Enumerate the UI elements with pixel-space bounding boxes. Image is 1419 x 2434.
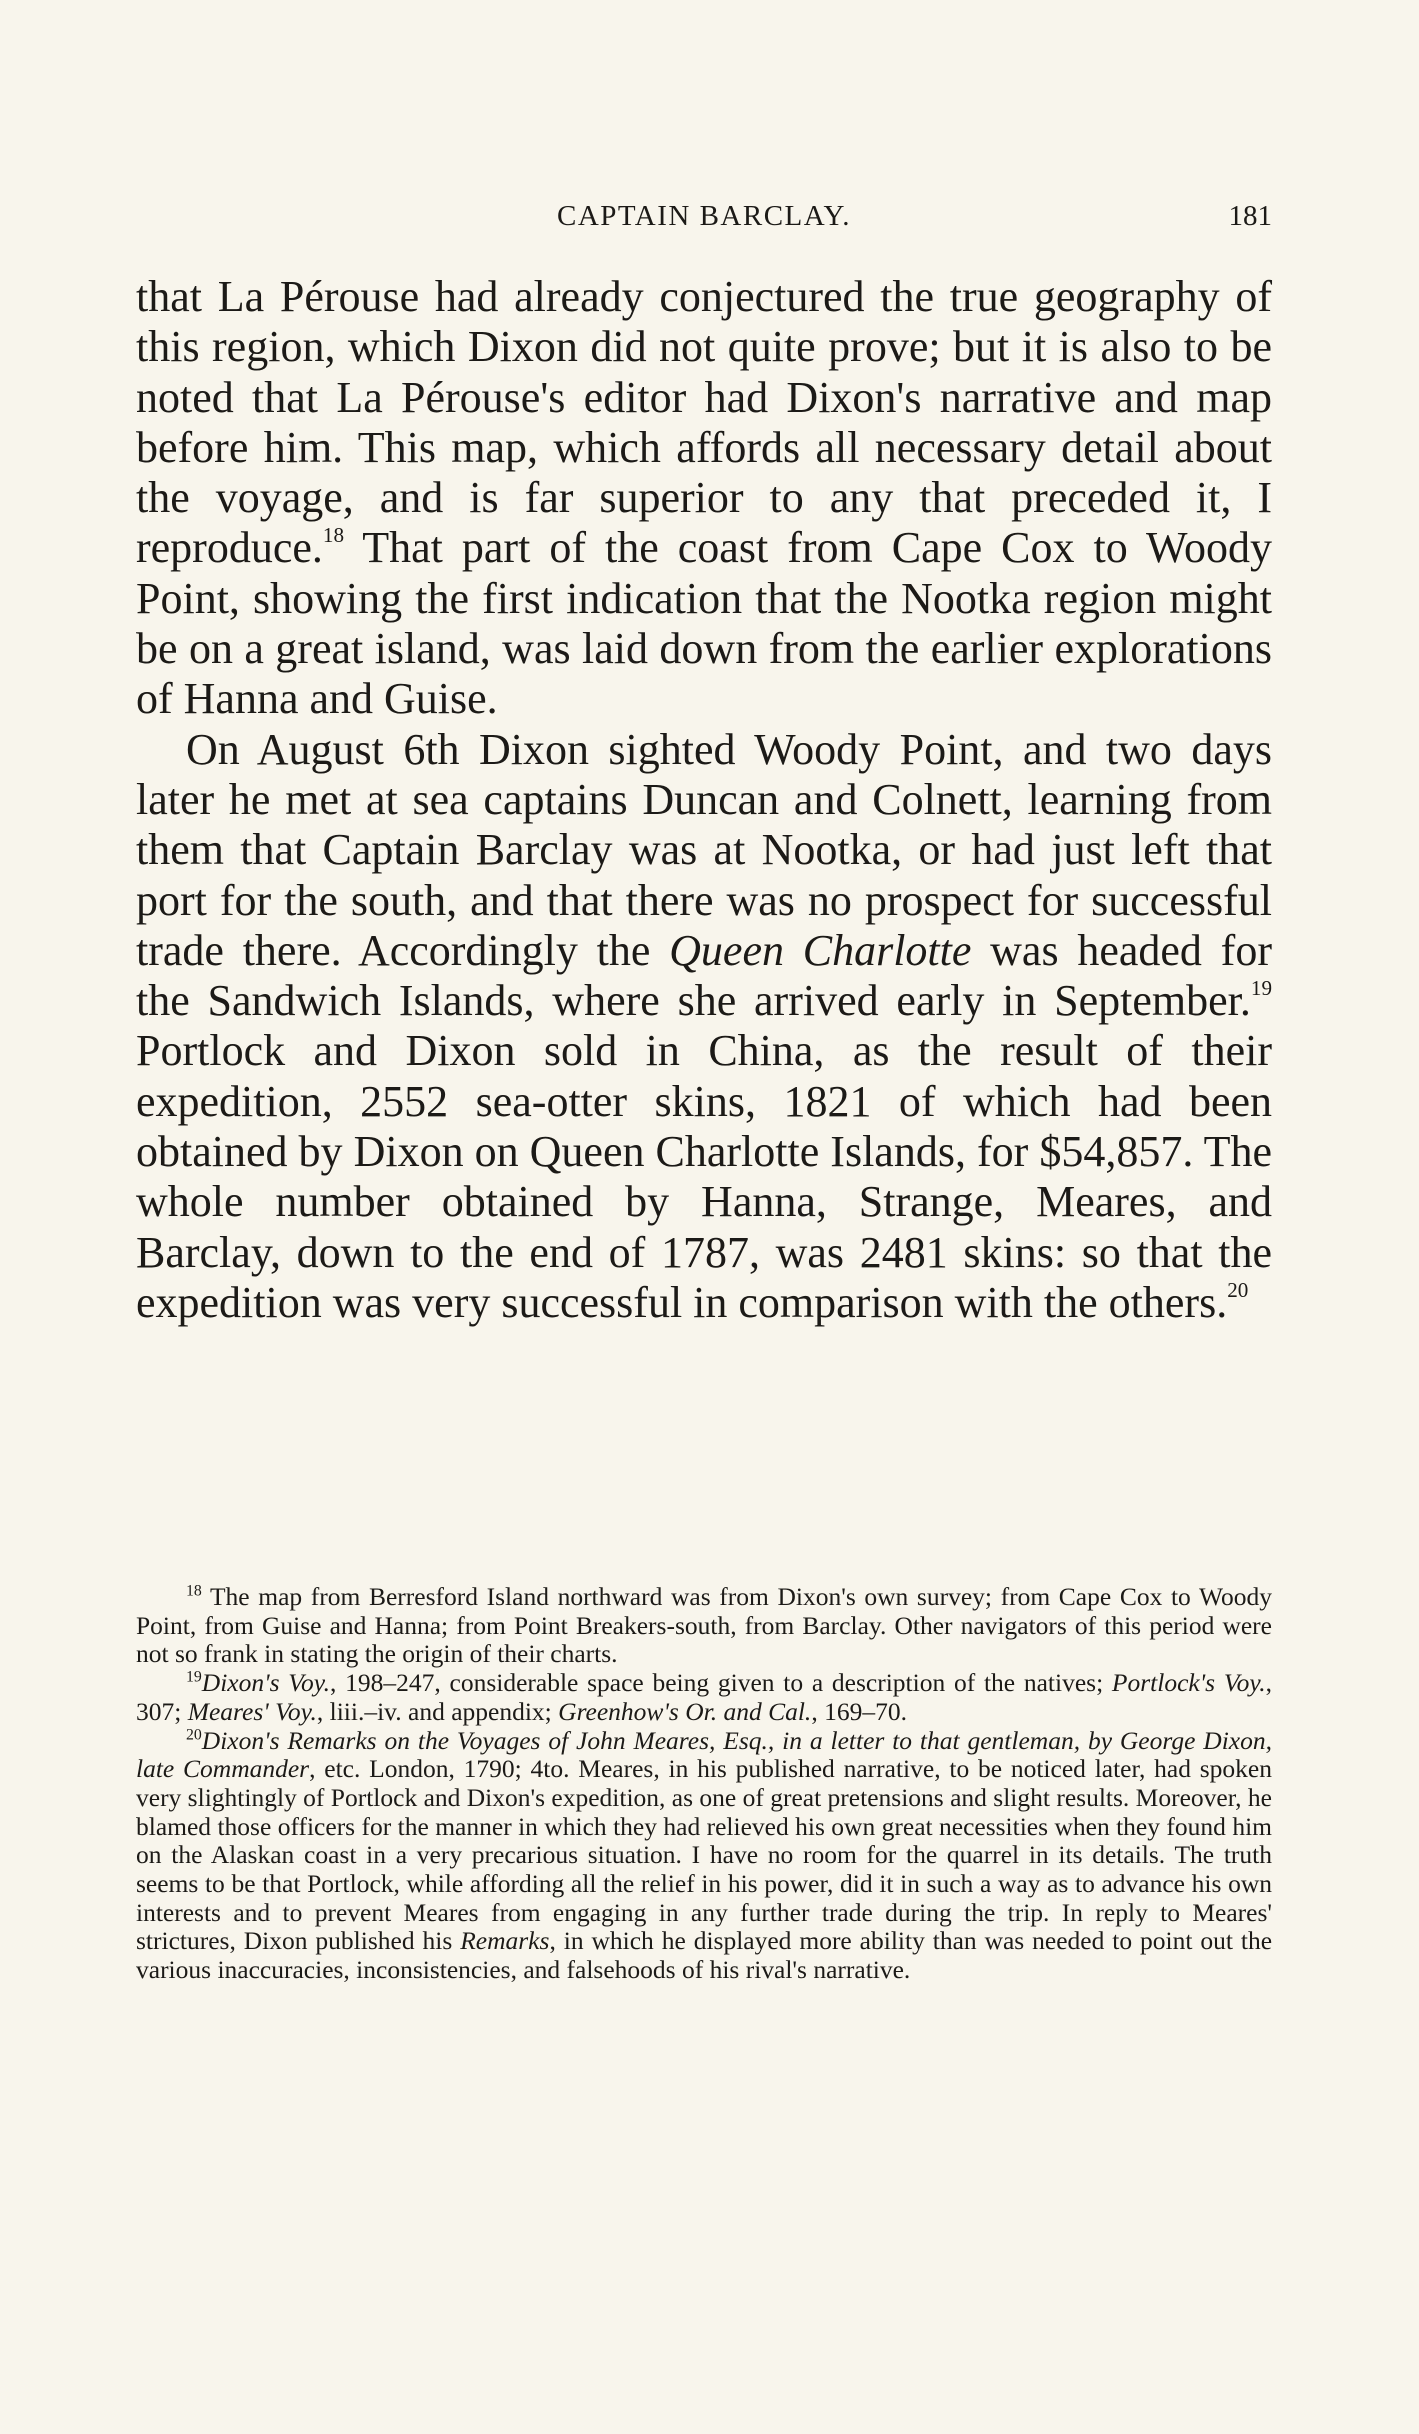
footnote-20-cite-1: Dixon's Remarks on the Voyages of John Meares, Esq., in a letter to that gentleman, by George Dixon, late Commander: [136, 1725, 1272, 1784]
footnote-19: [136, 1669, 1272, 1726]
footnote-ref-20: 20: [1227, 1277, 1249, 1302]
paragraph-2-text-b: was headed for the Sandwich Islands, where she arrived early in September.: [136, 925, 1272, 1026]
footnote-19-cite-3: Meares' Voy.: [187, 1696, 317, 1726]
body-text: [136, 272, 1272, 1328]
footnote-20: [136, 1727, 1272, 1985]
footnote-19-number: 19: [186, 1668, 202, 1686]
ship-name: Queen Charlotte: [669, 925, 972, 975]
footnote-ref-18: 18: [322, 523, 345, 548]
footnote-19-text-2: , 307;: [136, 1668, 1272, 1726]
paragraph-2-text-c: Portlock and Dixon sold in China, as the result of their expedition, 2552 sea-otter skins, 1821 of which had been obtained by Dixon on Queen Charlotte Islands, for $54,857. The whole number obtained by Hanna, Strange, Meares, and Barclay, down to the end of 1787, was 2481 skins: so that the expedition was very successful in comparison with the others.: [136, 1026, 1272, 1327]
running-head: [136, 200, 1272, 244]
footnote-ref-19: 19: [1250, 976, 1272, 1001]
footnotes: [136, 1583, 1272, 1985]
footnote-20-number: 20: [186, 1726, 202, 1744]
footnote-20-cite-2: Remarks: [460, 1926, 550, 1956]
footnote-19-cite-4: Greenhow's Or. and Cal.: [558, 1696, 812, 1726]
footnote-18-text: The map from Berresford Island northward was from Dixon's own survey; from Cape Cox to Woody Point, from Guise and Hanna; from Point Breakers-south, from Barclay. Other navigators of this period were not so frank in stating the origin of their charts.: [136, 1582, 1272, 1669]
paragraph-2: [136, 725, 1272, 1329]
paragraph-1-text-a: that La Pérouse had already conjectured the true geography of this region, which Dixon did not quite prove; but it is also to be noted that La Pérouse's editor had Dixon's narrative and map before him. This map, which affords all necessary detail about the voyage, and is far superior to any that preceded it, I reproduce.: [136, 272, 1272, 573]
footnote-19-cite-2: Portlock's Voy.: [1111, 1668, 1266, 1698]
footnote-18: [136, 1583, 1272, 1669]
footnote-19-cite-1: Dixon's Voy.: [201, 1668, 331, 1698]
footnote-20-text-1: , etc. London, 1790; 4to. Meares, in his published narrative, to be noticed later, had spoken very slightingly of Portlock and Dixon's expedition, as one of great pretensions and slight results. Moreover, he blamed those officers for the manner in which they had relieved his own great necessities when they found him on the Alaskan coast in a very precarious situation. I have no room for the quarrel in its details. The truth seems to be that Portlock, while affording all the relief in his power, did it in such a way as to advance his own interests and to prevent Meares from engaging in any further trade during the trip. In reply to Meares' strictures, Dixon published his: [136, 1754, 1272, 1956]
paragraph-1-text-b: That part of the coast from Cape Cox to Woody Point, showing the first indication that the Nootka region might be on a great island, was laid down from the earlier explorations of Hanna and Guise.: [136, 523, 1272, 724]
paragraph-2-text-a: On August 6th Dixon sighted Woody Point, and two days later he met at sea captains Duncan and Colnett, learning from them that Captain Barclay was at Nootka, or had just left that port for the south, and that there was no prospect for successful trade there. Accordingly the: [136, 724, 1272, 975]
page-number: 181: [1228, 200, 1272, 232]
footnote-19-text-4: , 169–70.: [811, 1696, 907, 1726]
paragraph-1: [136, 272, 1272, 725]
footnote-19-text-1: , 198–247, considerable space being given to a description of the natives;: [330, 1668, 1112, 1698]
footnote-19-text-3: , liii.–iv. and appendix;: [316, 1696, 559, 1726]
footnote-20-text-2: , in which he displayed more ability than was needed to point out the various inaccuracies, inconsistencies, and falsehoods of his rival's narrative.: [136, 1926, 1273, 1985]
footnote-18-number: 18: [186, 1582, 202, 1600]
running-title: CAPTAIN BARCLAY.: [556, 200, 852, 232]
